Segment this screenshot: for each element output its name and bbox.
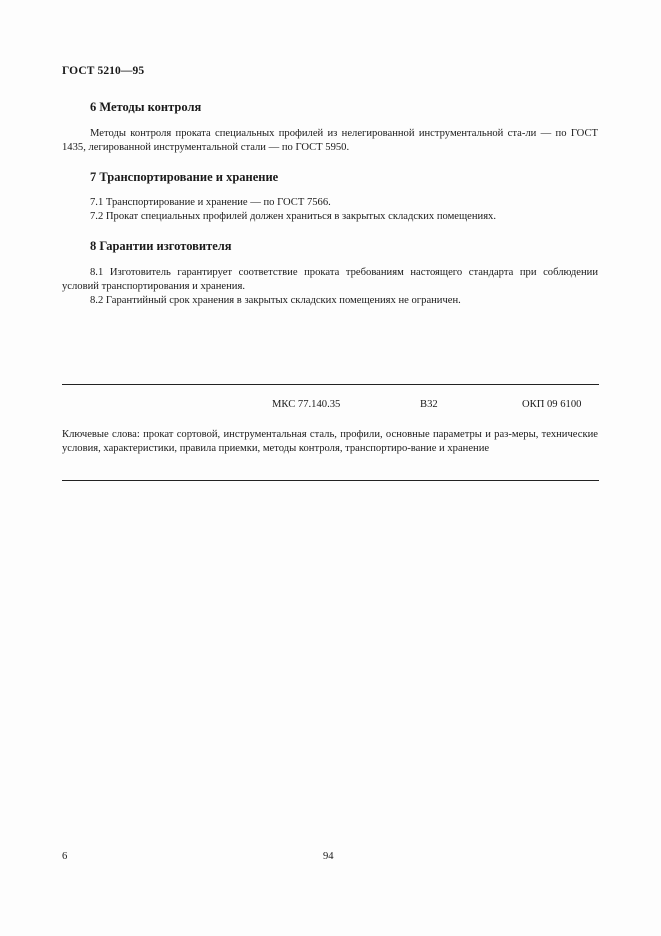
page-number-center: 94 [323,851,334,862]
document-code: ГОСТ 5210—95 [62,65,145,77]
section-7 [62,169,598,224]
paragraph: 7.1 Транспортирование и хранение — по ГОСТ 7566. [90,197,331,208]
paragraph: 8.2 Гарантийный срок хранения в закрытых складских помещениях не ограничен. [90,295,461,306]
section-8 [62,238,598,308]
divider-top [62,384,599,385]
mks-code: МКС 77.140.35 [272,399,341,410]
divider-bottom [62,480,599,481]
paragraph: 7.2 Прокат специальных профилей должен храниться в закрытых складских помещениях. [90,211,497,222]
section-heading: 7 Транспортирование и хранение [90,170,279,184]
classifier-code: В32 [420,399,438,410]
section-heading: 6 Методы контроля [90,100,202,114]
paragraph: 8.1 Изготовитель гарантирует соответствие проката требованиям настоящего стандарта при соблюдении условий транспортирования и хранения. [62,267,598,292]
section-6 [62,99,598,155]
keywords: Ключевые слова: прокат сортовой, инструментальная сталь, профили, основные параметры и раз-меры, технические условия, характеристики, правила приемки, методы контроля, транспортиро-вание и хранение [62,429,598,454]
page-number-left: 6 [62,851,68,862]
paragraph: Методы контроля проката специальных профилей из нелегированной инструментальной ста-ли — по ГОСТ 1435, легированной инструментальной стали — по ГОСТ 5950. [62,128,598,153]
okp-code: ОКП 09 6100 [522,399,582,410]
section-heading: 8 Гарантии изготовителя [90,239,232,253]
